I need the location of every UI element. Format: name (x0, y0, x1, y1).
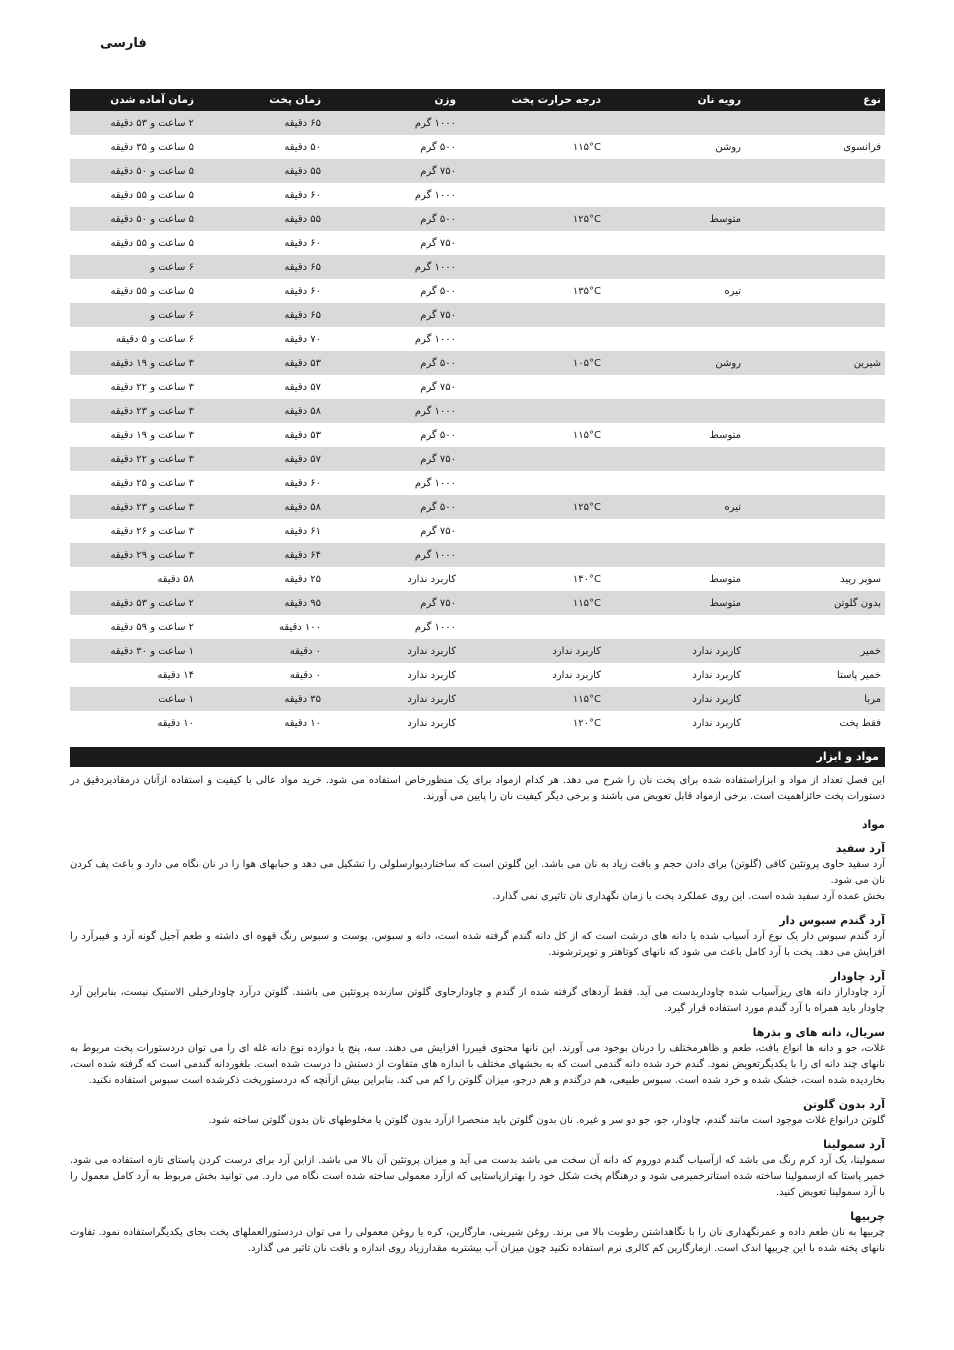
cell-type (745, 231, 885, 255)
table-row (70, 399, 885, 423)
table-row (70, 135, 885, 159)
cell-weight: ۷۵۰ گرم (325, 447, 460, 471)
item-heading-cereals: سریال، دانه های و بذرها (752, 1026, 885, 1039)
cell-ready-time: ۳ ساعت و ۲۲ دقیقه (70, 447, 200, 471)
cell-type: بدون گلوتن (745, 591, 885, 615)
table-row (70, 591, 885, 615)
cell-bake-time: ۶۱ دقیقه (284, 525, 321, 537)
cell-type (745, 495, 885, 519)
cell-weight: ۵۰۰ گرم (420, 429, 456, 441)
item-text-gluten-free-flour: گلوتن درانواع غلات موجود است مانند گندم، چاودار، جو، جو دو سر و غیره. نان بدون گلوتن باید منحصرا ازآرد بدون گلوتن یا مخلوطهای نان بدون گلوتن ساخته شود. (208, 1115, 885, 1126)
cell-crust (605, 231, 745, 255)
cell-ready-time: ۵ ساعت و ۵۵ دقیقه (110, 237, 194, 249)
table-row (70, 231, 885, 255)
cell-type (745, 159, 885, 183)
language-label: فارسی (100, 36, 147, 51)
cell-bake-time: ۱۰ دقیقه (284, 717, 321, 729)
header-weight: وزن (325, 89, 460, 111)
cell-bake-time: ۵۷ دقیقه (200, 447, 325, 471)
cell-bake-time: ۹۵ دقیقه (200, 591, 325, 615)
cell-weight: ۷۵۰ گرم (325, 591, 460, 615)
item-text-rye-flour: آرد چاوداراز دانه های ریزآسیاب شده چاوداربدست می آید. فقط آردهای گرفته شده از گندم و چاودارحاوی گلوتن سازنده پروتئین می باشند. گلوتن درآرد چاودارخیلی الاستیک نیست، بنابراین آرد چاودار باید همراه با آرد گندم مورد استفاده قرار گیرد. (70, 987, 885, 1014)
cell-ready-time: ۳ ساعت و ۲۳ دقیقه (70, 495, 200, 519)
cell-ready-time: ۶ ساعت و (70, 255, 200, 279)
cell-temperature: ۱۴۰°C (572, 573, 601, 585)
cell-weight: ۱۰۰۰ گرم (325, 543, 460, 567)
cell-ready-time: ۲ ساعت و ۵۳ دقیقه (70, 591, 200, 615)
cell-weight: ۵۰۰ گرم (325, 495, 460, 519)
cell-temperature (460, 255, 605, 279)
cell-weight: ۵۰۰ گرم (325, 351, 460, 375)
cell-temperature: ۱۲۰°C (572, 717, 601, 729)
cell-type (745, 279, 885, 303)
cell-crust (605, 255, 745, 279)
cell-crust: متوسط (709, 573, 741, 585)
cell-bake-time: ۰ دقیقه (289, 669, 321, 681)
item-text-fats: چربیها به نان طعم داده و عمرنگهداری نان را با نگاهداشتن رطوبت بالا می برند. روغن شیرینی، مارگارین، کره یا روغن معمولی را می توان دردستورالعملهای پخت بجای یکدیگراستفاده نمود. تفاوت نانهای پخته شده با این چربیها اندک است. ازمارگارین کم کالری نرم استفاده نکنید چون میزان آب بیشتربه مقدارزیاد روی اندازه و بافت نان تاثیر می گذارد. (70, 1227, 885, 1254)
cell-temperature: ۱۱۵°C (460, 687, 605, 711)
item-heading-semolina-flour: آرد سمولینا (823, 1138, 885, 1151)
table-row (70, 471, 885, 495)
cell-temperature (460, 447, 605, 471)
cell-bake-time: ۵۸ دقیقه (200, 495, 325, 519)
cell-crust (605, 375, 745, 399)
table-row (70, 351, 885, 375)
cell-type: سوپر رپید (840, 573, 881, 585)
table-row (70, 687, 885, 711)
ingredients-heading: مواد (861, 818, 885, 831)
item-text2-white-flour: بخش عمده آرد سفید شده است. این روی عملکرد پخت یا زمان نگهداری نان تاثیری نمی گذارد. (492, 891, 885, 902)
section-title: مواد و ابزار (70, 747, 885, 767)
cell-ready-time: ۵ ساعت و ۵۰ دقیقه (70, 207, 200, 231)
cell-weight: ۱۰۰۰ گرم (414, 477, 456, 489)
item-text-cereals: غلات، جو و دانه ها انواع بافت، طعم و ظاهرمختلف را درنان بوجود می آورند. این نانها محتوی فیبررا افزایش می دهند. سه، پنج یا دوازده نوع دانه غله ای را می توان دردستورات پخت مربوط به نانهای چند دانه ای را با یکدیگرتعویض نمود. گندم خرد شده دانه گندمی است که به بخشهای مختلف با اندازه های متفاوت از دستش دا درست شده است. بلغوردانه گندمی است که گرفته شده است، بخاردیده شده است، خشک شده و خرد شده است. سبوس طبیعی، هم درگندم و هم درجو، میزان گلوتن را کم می کند. بنابراین بیش ازآنچه که دردستورپخت ذکرشده است سبوس استفاده نکنید. (70, 1043, 885, 1086)
cell-bake-time: ۶۰ دقیقه (284, 285, 321, 297)
cell-temperature (460, 375, 605, 399)
cell-type (745, 519, 885, 543)
table-row (70, 183, 885, 207)
cell-ready-time: ۵ ساعت و ۵۵ دقیقه (110, 189, 194, 201)
cell-crust: متوسط (605, 207, 745, 231)
cell-weight: کاربرد ندارد (407, 573, 456, 585)
item-heading-white-flour: آرد سفید (835, 842, 885, 855)
item-heading-rye-flour: آرد چاودار (830, 970, 885, 983)
cell-weight: ۵۰۰ گرم (420, 141, 456, 153)
cell-ready-time: ۶ ساعت و ۵ دقیقه (115, 333, 194, 345)
cell-bake-time: ۵۸ دقیقه (200, 399, 325, 423)
table-row (70, 519, 885, 543)
cell-crust: تیره (605, 495, 745, 519)
cell-weight: ۷۵۰ گرم (420, 237, 456, 249)
cell-type: فرانسوی (843, 141, 881, 153)
cell-bake-time: ۷۰ دقیقه (284, 333, 321, 345)
cell-weight: ۱۰۰۰ گرم (325, 111, 460, 135)
cell-ready-time: ۳ ساعت و ۲۹ دقیقه (70, 543, 200, 567)
cell-bake-time: ۱۰۰ دقیقه (279, 621, 321, 633)
cell-type (745, 399, 885, 423)
cell-crust (605, 159, 745, 183)
table-row (70, 255, 885, 279)
table-row (70, 279, 885, 303)
intro-paragraph: این فصل تعداد از مواد و ابزاراستفاده شده برای پخت نان را شرح می دهد. هر کدام ازمواد برای یک منظورخاص استفاده می شود. خرید مواد عالی با کیفیت و استفاده ازآنان درمقادیردقیق در دستورات پخت حائزاهمیت است. برخی ازمواد قابل تعویض می باشند و برخی دیگر کیفیت نان را پایین می آورند. (70, 775, 885, 802)
cell-weight: ۱۰۰۰ گرم (414, 189, 456, 201)
item-heading-wholewheat-flour: آرد گندم سبوس دار (779, 914, 885, 927)
cell-crust (605, 519, 745, 543)
cell-crust: تیره (724, 285, 741, 297)
cell-weight: ۵۰۰ گرم (325, 207, 460, 231)
cell-ready-time: ۵ ساعت و ۵۰ دقیقه (70, 159, 200, 183)
cell-bake-time: ۵۷ دقیقه (284, 381, 321, 393)
header-temperature: درجه حرارت پخت (460, 89, 605, 111)
cell-crust (605, 471, 745, 495)
table-row (70, 303, 885, 327)
cell-weight: کاربرد ندارد (325, 639, 460, 663)
cell-weight: ۷۵۰ گرم (325, 159, 460, 183)
cell-weight: ۷۵۰ گرم (325, 303, 460, 327)
cell-temperature (460, 183, 605, 207)
cell-bake-time: ۵۰ دقیقه (284, 141, 321, 153)
table-row (70, 327, 885, 351)
table-row (70, 447, 885, 471)
cell-weight: ۵۰۰ گرم (420, 285, 456, 297)
cell-crust: کاربرد ندارد (692, 669, 741, 681)
item-text-white-flour: آرد سفید حاوی پروتئین کافی (گلوتن) برای دادن حجم و بافت زیاد به نان می باشد. این گلوتن است که ساختاردیوارسلولی را تشکیل می دهد و حبابهای هوا را در نان نگاه می دارد و باعث پف کردن نان می شود. (70, 859, 885, 886)
cell-weight: کاربرد ندارد (325, 687, 460, 711)
cell-ready-time: ۱ ساعت و ۳۰ دقیقه (70, 639, 200, 663)
table-row (70, 423, 885, 447)
cell-type: مربا (745, 687, 885, 711)
cell-type: شیرین (745, 351, 885, 375)
cell-weight: ۱۰۰۰ گرم (325, 255, 460, 279)
cell-type (745, 327, 885, 351)
cell-temperature: ۱۱۵°C (460, 591, 605, 615)
cell-ready-time: ۳ ساعت و ۲۵ دقیقه (110, 477, 194, 489)
table-row (70, 375, 885, 399)
cell-temperature: ۱۱۵°C (572, 429, 601, 441)
cell-temperature (460, 519, 605, 543)
cell-bake-time: ۵۵ دقیقه (200, 159, 325, 183)
cell-bake-time: ۶۴ دقیقه (200, 543, 325, 567)
cell-crust (605, 303, 745, 327)
table-row (70, 711, 885, 735)
cell-ready-time: ۵ ساعت و ۵۵ دقیقه (110, 285, 194, 297)
cell-crust (605, 615, 745, 639)
cell-crust (605, 543, 745, 567)
cell-ready-time: ۱۰ دقیقه (157, 717, 194, 729)
cell-ready-time: ۳ ساعت و ۲۲ دقیقه (110, 381, 194, 393)
cell-weight: ۱۰۰۰ گرم (414, 333, 456, 345)
cell-bake-time: ۶۰ دقیقه (284, 237, 321, 249)
cell-temperature (460, 303, 605, 327)
cell-ready-time: ۳ ساعت و ۱۹ دقیقه (70, 351, 200, 375)
table-header-row (70, 89, 885, 111)
item-heading-gluten-free-flour: آرد بدون گلوتن (803, 1098, 885, 1111)
item-heading-fats: چربیها (850, 1210, 885, 1223)
cell-bake-time: ۶۵ دقیقه (200, 255, 325, 279)
cell-type: خمیر (745, 639, 885, 663)
cell-weight: ۷۵۰ گرم (420, 525, 456, 537)
item-text-semolina-flour: سمولینا، یک آرد کرم رنگ می باشد که ازآسیاب گندم دوروم که دانه آن سخت می باشد بدست می آید و میزان پروتئین آن بالا می باشد. ازاین آرد برای درست کردن پاستای تازه استفاده می شود. خمیر پاستا که ازسمولینا ساخته شده استاترخمیرمی شود و درهنگام پخت شکل خود را بهترازپاستایی که ازآرد معمولی ساخته شده است نگاه می دارد. می توانید بخش مربوط به آرد کامل معمول را با آرد سمولینا تعویض کنید. (70, 1155, 885, 1198)
cell-type (745, 423, 885, 447)
cell-type (745, 255, 885, 279)
cell-bake-time: ۰ دقیقه (200, 639, 325, 663)
cell-bake-time: ۵۵ دقیقه (200, 207, 325, 231)
cell-bake-time: ۵۳ دقیقه (200, 351, 325, 375)
cell-crust (605, 111, 745, 135)
cell-type (745, 447, 885, 471)
cell-ready-time: ۵۸ دقیقه (157, 573, 194, 585)
cell-ready-time: ۲ ساعت و ۵۹ دقیقه (110, 621, 194, 633)
cell-weight: ۱۰۰۰ گرم (325, 399, 460, 423)
cell-temperature: ۱۳۵°C (572, 285, 601, 297)
header-type: نوع (745, 89, 885, 111)
section-content (70, 773, 885, 1257)
table-row (70, 495, 885, 519)
cell-type (745, 471, 885, 495)
cell-bake-time: ۶۰ دقیقه (284, 189, 321, 201)
table-row (70, 111, 885, 135)
cell-crust: روشن (715, 141, 741, 153)
table-row (70, 543, 885, 567)
cell-temperature: ۱۲۵°C (460, 207, 605, 231)
cell-temperature (460, 543, 605, 567)
cell-temperature (460, 615, 605, 639)
cell-type (745, 207, 885, 231)
cell-bake-time: ۲۵ دقیقه (284, 573, 321, 585)
cell-weight: کاربرد ندارد (407, 717, 456, 729)
table-row (70, 567, 885, 591)
table-row (70, 639, 885, 663)
header-ready-time: زمان آماده شدن (70, 89, 200, 111)
cell-ready-time: ۳ ساعت و ۱۹ دقیقه (110, 429, 194, 441)
cell-weight: ۷۵۰ گرم (420, 381, 456, 393)
cell-temperature (460, 231, 605, 255)
cell-crust: متوسط (605, 591, 745, 615)
cell-bake-time: ۶۰ دقیقه (284, 477, 321, 489)
cell-ready-time: ۳ ساعت و ۲۳ دقیقه (70, 399, 200, 423)
cell-crust: کاربرد ندارد (605, 687, 745, 711)
cell-temperature: کاربرد ندارد (552, 669, 601, 681)
cell-ready-time: ۶ ساعت و (70, 303, 200, 327)
table-row (70, 663, 885, 687)
cell-bake-time: ۶۵ دقیقه (200, 111, 325, 135)
cell-temperature (460, 399, 605, 423)
cell-type (745, 183, 885, 207)
cell-crust (605, 183, 745, 207)
cell-temperature: ۱۲۵°C (460, 495, 605, 519)
baking-table (70, 89, 885, 735)
cell-type (745, 615, 885, 639)
cell-ready-time: ۱ ساعت (70, 687, 200, 711)
cell-temperature (460, 159, 605, 183)
cell-temperature: ۱۰۵°C (460, 351, 605, 375)
cell-type (745, 111, 885, 135)
cell-temperature (460, 111, 605, 135)
cell-bake-time: ۳۵ دقیقه (200, 687, 325, 711)
cell-crust (605, 399, 745, 423)
cell-ready-time: ۲ ساعت و ۵۳ دقیقه (70, 111, 200, 135)
cell-ready-time: ۱۴ دقیقه (157, 669, 194, 681)
table-row (70, 615, 885, 639)
cell-crust: روشن (605, 351, 745, 375)
cell-weight: ۱۰۰۰ گرم (414, 621, 456, 633)
header-bake-time: زمان پخت (200, 89, 325, 111)
cell-crust: متوسط (709, 429, 741, 441)
cell-type: فقط پخت (839, 717, 881, 729)
cell-ready-time: ۳ ساعت و ۲۶ دقیقه (110, 525, 194, 537)
cell-type: خمیر پاستا (837, 669, 881, 681)
cell-type (745, 375, 885, 399)
table-row (70, 159, 885, 183)
cell-crust: کاربرد ندارد (692, 717, 741, 729)
item-text-wholewheat-flour: آرد گندم سبوس دار یک نوع آرد آسیاب شده یا دانه های درشت است که از کل دانه گندم گرفته شده است، دانه و سبوس. پوست و سبوس رنگ قهوه ای داشته و طعم آجیل گونه آرد و فیبرآرد را افزایش می دهد. پخت با آرد کامل باعث می شود که نانهای کوتاهتر و توپرترشوند. (70, 931, 885, 958)
cell-crust (605, 447, 745, 471)
cell-bake-time: ۶۵ دقیقه (200, 303, 325, 327)
table-body (70, 111, 885, 735)
cell-weight: کاربرد ندارد (407, 669, 456, 681)
cell-type (745, 543, 885, 567)
cell-temperature (460, 327, 605, 351)
table-row (70, 207, 885, 231)
cell-crust (605, 327, 745, 351)
cell-temperature: کاربرد ندارد (460, 639, 605, 663)
cell-temperature (460, 471, 605, 495)
header-crust: رویه نان (605, 89, 745, 111)
cell-temperature: ۱۱۵°C (572, 141, 601, 153)
cell-bake-time: ۵۳ دقیقه (284, 429, 321, 441)
cell-type (745, 303, 885, 327)
cell-ready-time: ۵ ساعت و ۳۵ دقیقه (110, 141, 194, 153)
cell-crust: کاربرد ندارد (605, 639, 745, 663)
